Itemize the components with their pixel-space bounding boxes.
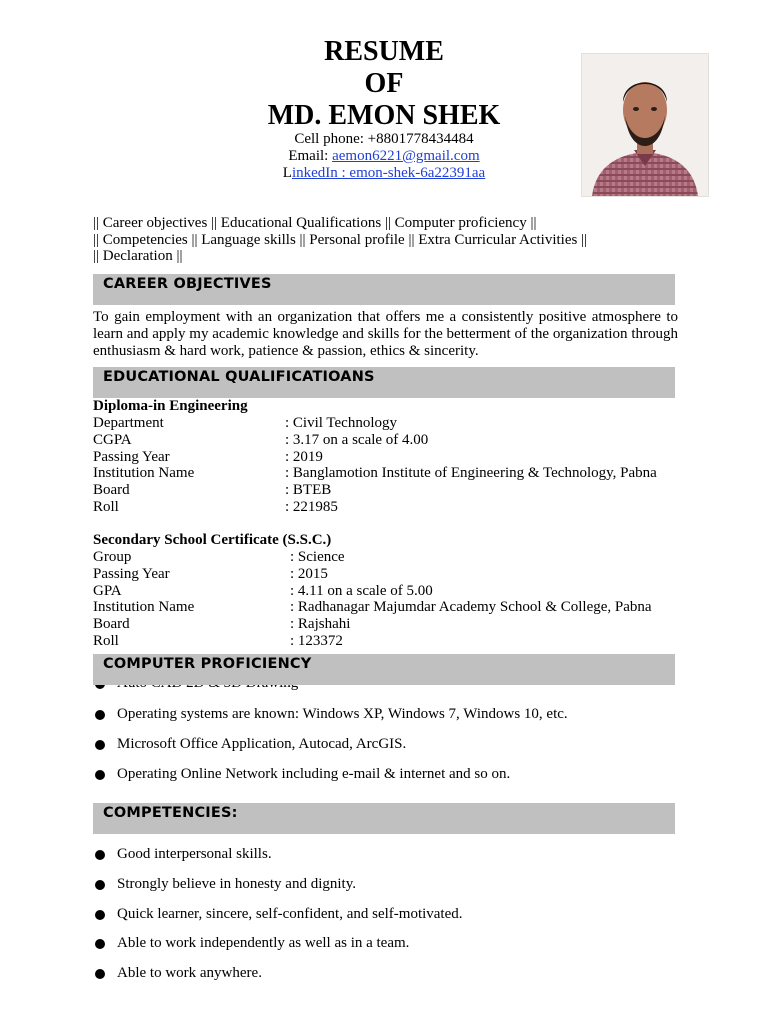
ssc-row [93, 599, 693, 616]
ssc-value: : 4.11 on a scale of 5.00 [290, 583, 433, 599]
education-heading-band [93, 367, 675, 398]
competency-text: Able to work anywhere. [117, 965, 262, 981]
competency-text: Good interpersonal skills. [117, 846, 272, 862]
section-nav-line1: || Career objectives || Educational Qualifications || Computer proficiency || [93, 215, 537, 231]
diploma-row [93, 499, 693, 516]
diploma-value: : BTEB [285, 482, 332, 498]
competency-text: Able to work independently as well as in a team. [117, 935, 410, 951]
diploma-key: Passing Year [93, 449, 170, 465]
bullet-icon [95, 910, 105, 920]
ssc-value: : Science [290, 549, 345, 565]
linkedin-link[interactable]: inkedIn : emon-shek-6a22391aa [291, 165, 486, 181]
ssc-title: Secondary School Certificate (S.S.C.) [93, 532, 332, 548]
diploma-row [93, 449, 693, 466]
diploma-key: Roll [93, 499, 119, 515]
resume-title-line1: RESUME [324, 36, 444, 67]
bullet-icon [95, 880, 105, 890]
cell-phone-line [234, 131, 534, 148]
linkedin-first-letter: L [282, 165, 292, 181]
diploma-key: CGPA [93, 432, 132, 448]
cell-phone-label: Cell phone: [294, 131, 368, 147]
ssc-row [93, 549, 693, 566]
computer-skill-text: Operating Online Network including e-mail & internet and so on. [117, 766, 511, 782]
diploma-key: Department [93, 415, 164, 431]
profile-photo-illustration [582, 54, 708, 196]
bullet-icon [95, 850, 105, 860]
ssc-value: : 123372 [290, 633, 343, 649]
diploma-key: Board [93, 482, 130, 498]
email-line [234, 148, 534, 165]
ssc-row [93, 566, 693, 583]
diploma-row [93, 465, 693, 482]
ssc-key: Roll [93, 633, 119, 649]
bullet-icon [95, 770, 105, 780]
education-heading: EDUCATIONAL QUALIFICATIOANS [103, 369, 375, 385]
section-nav-line3: || Declaration || [93, 248, 183, 264]
email-link[interactable]: aemon6221@gmail.com [332, 148, 480, 164]
ssc-row [93, 616, 693, 633]
bullet-icon [95, 740, 105, 750]
diploma-value: : Banglamotion Institute of Engineering & Technology, Pabna [285, 465, 657, 481]
career-objectives-text: To gain employment with an organization that offers me a consistently positive atmosphere to learn and apply my academic knowledge and skills for the betterment of the organization through enthusiasm & hard work, patience & passion, ethics & sincerity. [93, 309, 678, 359]
career-objectives-heading: CAREER OBJECTIVES [103, 276, 272, 292]
diploma-value: : 3.17 on a scale of 4.00 [285, 432, 429, 448]
competencies-heading: COMPETENCIES: [103, 805, 238, 821]
ssc-key: Board [93, 616, 130, 632]
diploma-row [93, 432, 693, 449]
career-objectives-heading-band [93, 274, 675, 305]
diploma-key: Institution Name [93, 465, 195, 481]
diploma-title: Diploma-in Engineering [93, 398, 248, 414]
competency-text: Quick learner, sincere, self-confident, and self-motivated. [117, 906, 463, 922]
bullet-icon [95, 939, 105, 949]
bullet-icon [95, 969, 105, 979]
computer-skill-text: Microsoft Office Application, Autocad, ArcGIS. [117, 736, 407, 752]
cell-phone-value: +8801778434484 [367, 131, 474, 147]
diploma-row [93, 415, 693, 432]
ssc-key: Passing Year [93, 566, 170, 582]
competency-text: Strongly believe in honesty and dignity. [117, 876, 356, 892]
bullet-icon [95, 710, 105, 720]
section-nav-line2: || Competencies || Language skills || Personal profile || Extra Curricular Activities || [93, 232, 588, 248]
ssc-value: : 2015 [290, 566, 328, 582]
ssc-key: Institution Name [93, 599, 195, 615]
computer-proficiency-heading: COMPUTER PROFICIENCY [103, 656, 312, 672]
ssc-key: GPA [93, 583, 122, 599]
ssc-value: : Radhanagar Majumdar Academy School & College, Pabna [290, 599, 652, 615]
ssc-row [93, 633, 693, 650]
profile-photo [581, 53, 709, 197]
linkedin-line [234, 165, 534, 182]
diploma-value: : 2019 [285, 449, 323, 465]
diploma-row [93, 482, 693, 499]
competencies-heading-band [93, 803, 675, 834]
computer-proficiency-heading-band [93, 654, 675, 685]
ssc-key: Group [93, 549, 132, 565]
resume-title-line2: OF [364, 68, 404, 99]
diploma-value: : 221985 [285, 499, 338, 515]
email-label: Email: [288, 148, 333, 164]
resume-title-name: MD. EMON SHEK [267, 100, 501, 131]
diploma-value: : Civil Technology [285, 415, 398, 431]
ssc-value: : Rajshahi [290, 616, 351, 632]
ssc-row [93, 583, 693, 600]
computer-skill-text: Operating systems are known: Windows XP, Windows 7, Windows 10, etc. [117, 706, 568, 722]
